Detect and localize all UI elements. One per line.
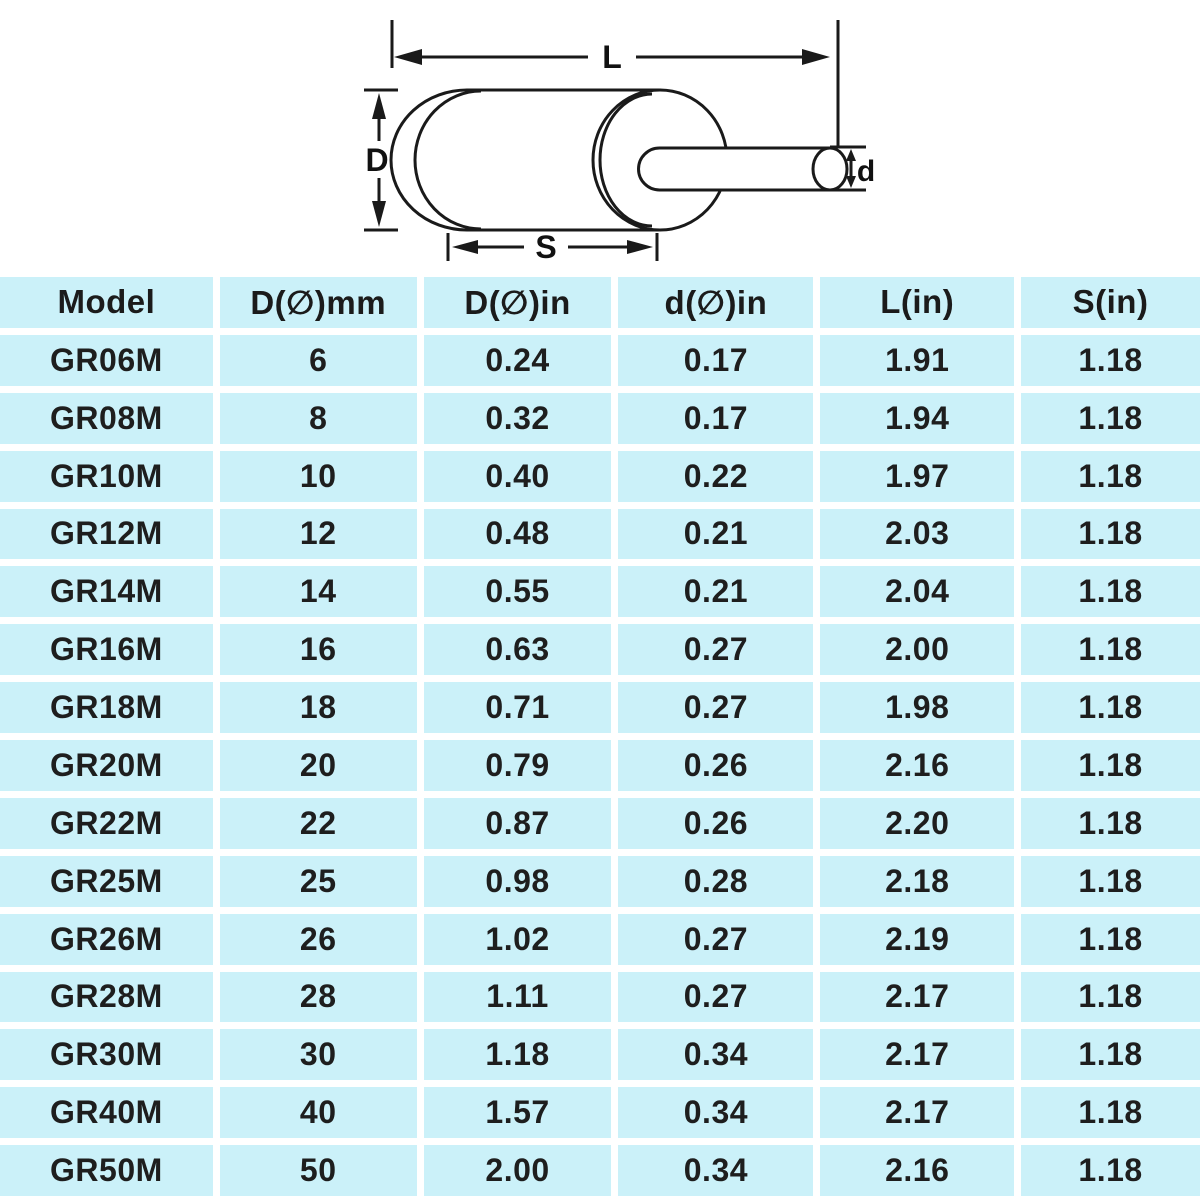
value-cell: 2.17 [820,1087,1014,1138]
value-cell: 2.19 [820,914,1014,965]
value-cell: 0.28 [618,856,813,907]
value-cell: 0.17 [618,393,813,444]
value-cell: 26 [220,914,417,965]
arrowhead-down-small-icon [846,176,856,188]
value-cell: 1.98 [820,682,1014,733]
value-cell: 0.27 [618,624,813,675]
value-cell: 28 [220,972,417,1023]
model-cell: GR08M [0,393,213,444]
value-cell: 0.17 [618,335,813,386]
value-cell: 1.57 [424,1087,612,1138]
header-cell-shank-d-in: d(∅)in [618,277,813,328]
value-cell: 2.20 [820,798,1014,849]
spec-table [0,277,1200,1200]
value-cell: 0.34 [618,1145,813,1196]
model-cell: GR40M [0,1087,213,1138]
value-cell: 1.18 [1021,914,1200,965]
value-cell: 0.87 [424,798,612,849]
model-cell: GR20M [0,740,213,791]
value-cell: 14 [220,566,417,617]
value-cell: 1.94 [820,393,1014,444]
value-cell: 2.16 [820,740,1014,791]
model-cell: GR10M [0,451,213,502]
dimension-label-head-diameter: D [365,142,389,178]
value-cell: 1.18 [1021,856,1200,907]
value-cell: 2.04 [820,566,1014,617]
value-cell: 1.18 [1021,740,1200,791]
arrowhead-left-icon [452,240,478,254]
value-cell: 1.18 [1021,682,1200,733]
dimension-label-overall-length: L [602,39,622,75]
value-cell: 6 [220,335,417,386]
value-cell: 2.03 [820,509,1014,560]
arrowhead-right-icon [627,240,653,254]
header-cell-d-mm: D(∅)mm [220,277,417,328]
value-cell: 22 [220,798,417,849]
value-cell: 0.63 [424,624,612,675]
value-cell: 2.17 [820,1029,1014,1080]
head-left-cap-inner-arc [415,91,481,229]
value-cell: 12 [220,509,417,560]
value-cell: 20 [220,740,417,791]
value-cell: 0.32 [424,393,612,444]
value-cell: 0.71 [424,682,612,733]
model-cell: GR50M [0,1145,213,1196]
shank-end-face [813,148,847,190]
model-cell: GR16M [0,624,213,675]
value-cell: 1.18 [1021,972,1200,1023]
value-cell: 0.55 [424,566,612,617]
value-cell: 1.18 [1021,624,1200,675]
header-cell-model: Model [0,277,213,328]
value-cell: 1.18 [1021,566,1200,617]
value-cell: 2.00 [820,624,1014,675]
shank-fill [639,148,832,190]
model-cell: GR30M [0,1029,213,1080]
dimension-label-shank-diameter: d [856,155,876,188]
value-cell: 2.17 [820,972,1014,1023]
value-cell: 18 [220,682,417,733]
value-cell: 1.18 [1021,1029,1200,1080]
model-cell: GR14M [0,566,213,617]
header-cell-d-in: D(∅)in [424,277,612,328]
value-cell: 0.26 [618,798,813,849]
value-cell: 2.16 [820,1145,1014,1196]
model-cell: GR12M [0,509,213,560]
value-cell: 0.40 [424,451,612,502]
value-cell: 0.27 [618,972,813,1023]
value-cell: 0.26 [618,740,813,791]
model-cell: GR22M [0,798,213,849]
value-cell: 2.18 [820,856,1014,907]
value-cell: 16 [220,624,417,675]
value-cell: 1.91 [820,335,1014,386]
dimension-label-head-length: S [535,229,557,265]
model-cell: GR28M [0,972,213,1023]
arrowhead-right-icon [802,49,830,65]
value-cell: 0.48 [424,509,612,560]
value-cell: 1.18 [1021,451,1200,502]
head-left-cap-outer-arc [391,90,467,230]
arrowhead-up-icon [372,93,386,119]
arrowhead-left-icon [394,49,422,65]
value-cell: 1.18 [1021,393,1200,444]
value-cell: 1.18 [1021,798,1200,849]
model-cell: GR25M [0,856,213,907]
value-cell: 0.21 [618,509,813,560]
value-cell: 0.79 [424,740,612,791]
value-cell: 0.22 [618,451,813,502]
value-cell: 0.34 [618,1029,813,1080]
value-cell: 1.11 [424,972,612,1023]
grinding-head-drawing [0,0,1200,277]
value-cell: 1.97 [820,451,1014,502]
value-cell: 1.18 [424,1029,612,1080]
value-cell: 8 [220,393,417,444]
header-cell-l-in: L(in) [820,277,1014,328]
model-cell: GR26M [0,914,213,965]
value-cell: 0.24 [424,335,612,386]
value-cell: 1.18 [1021,1087,1200,1138]
value-cell: 0.21 [618,566,813,617]
value-cell: 50 [220,1145,417,1196]
value-cell: 30 [220,1029,417,1080]
value-cell: 1.18 [1021,509,1200,560]
header-cell-s-in: S(in) [1021,277,1200,328]
value-cell: 25 [220,856,417,907]
value-cell: 0.34 [618,1087,813,1138]
arrowhead-down-icon [372,201,386,227]
value-cell: 10 [220,451,417,502]
grinding-head-diagram [0,0,1200,277]
value-cell: 40 [220,1087,417,1138]
value-cell: 1.18 [1021,1145,1200,1196]
value-cell: 2.00 [424,1145,612,1196]
value-cell: 0.98 [424,856,612,907]
model-cell: GR06M [0,335,213,386]
value-cell: 0.27 [618,914,813,965]
model-cell: GR18M [0,682,213,733]
value-cell: 1.02 [424,914,612,965]
value-cell: 1.18 [1021,335,1200,386]
value-cell: 0.27 [618,682,813,733]
